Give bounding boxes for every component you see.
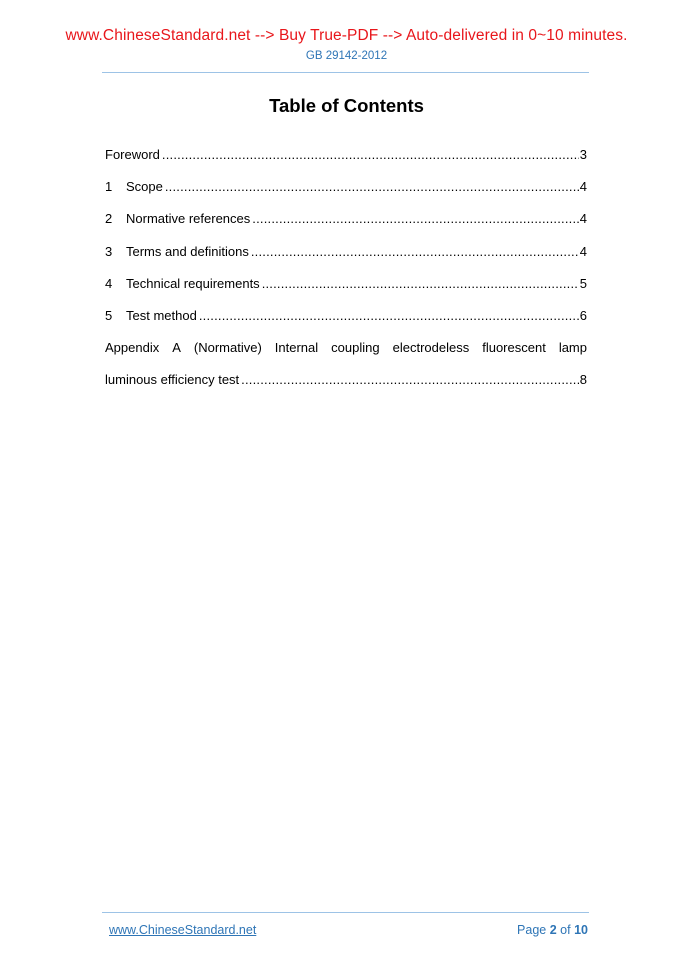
toc-entry-number: 2 [105,211,113,227]
toc-entry-foreword[interactable] [105,147,587,167]
toc-entry-terms-and-definitions[interactable] [105,244,587,264]
appendix-word: Internal [274,340,319,356]
page-current: 2 [549,923,557,937]
toc-entry-number: 4 [105,275,113,291]
toc-dot-leader [162,147,579,162]
toc-entry-page: 8 [579,372,587,388]
toc-entry-label: Foreword [105,147,160,162]
toc-entry-appendix-a-line1[interactable] [105,340,587,360]
toc-entry-test-method[interactable] [105,308,587,328]
toc-dot-leader [251,244,579,259]
toc-entry-number: 5 [105,307,113,323]
toc-entry-page: 4 [579,243,587,259]
toc-entry-page: 5 [579,275,587,291]
appendix-word: (Normative) [193,340,262,356]
appendix-word: A [172,340,181,356]
header-banner: www.ChineseStandard.net --> Buy True-PDF --> Auto-delivered in 0~10 minutes. [65,27,628,44]
toc-entry-page: 4 [579,211,587,227]
footer-website-link[interactable]: www.ChineseStandard.net [109,923,257,937]
toc-dot-leader [252,211,578,226]
page-title: Table of Contents [269,95,424,116]
appendix-word: coupling [331,340,380,356]
toc-entry-page: 3 [579,147,587,162]
toc-entry-page: 4 [579,179,587,195]
header-divider [102,72,589,73]
toc-entry-scope[interactable] [105,179,587,199]
toc-dot-leader [165,179,579,194]
toc-entry-number: 1 [105,179,113,195]
toc-entry-label: Scope [126,179,163,195]
toc-entry-page: 6 [579,307,587,323]
toc-entry-label: luminous efficiency test [105,372,240,388]
page-total: 10 [574,923,588,937]
document-code: GB 29142-2012 [305,50,388,62]
page-prefix: Page [517,923,547,937]
appendix-word: fluorescent [482,340,546,356]
appendix-word: Appendix [105,340,160,356]
footer-divider [102,912,589,913]
toc-entry-technical-requirements[interactable] [105,276,587,296]
toc-entry-label: Test method [126,307,197,323]
toc-entry-appendix-a-line2[interactable] [105,372,587,392]
appendix-word: electrodeless [392,340,470,356]
appendix-word: lamp [558,340,587,356]
toc-dot-leader [199,308,579,323]
table-of-contents [105,147,587,405]
toc-dot-leader [241,372,579,387]
toc-entry-normative-references[interactable] [105,211,587,231]
toc-entry-label [105,340,587,355]
toc-entry-label: Technical requirements [126,275,260,291]
page-indicator [517,923,588,937]
toc-entry-label: Terms and definitions [126,243,249,259]
toc-entry-label: Normative references [126,211,251,227]
toc-entry-number: 3 [105,243,113,259]
toc-dot-leader [262,276,579,291]
page-of: of [560,923,571,937]
